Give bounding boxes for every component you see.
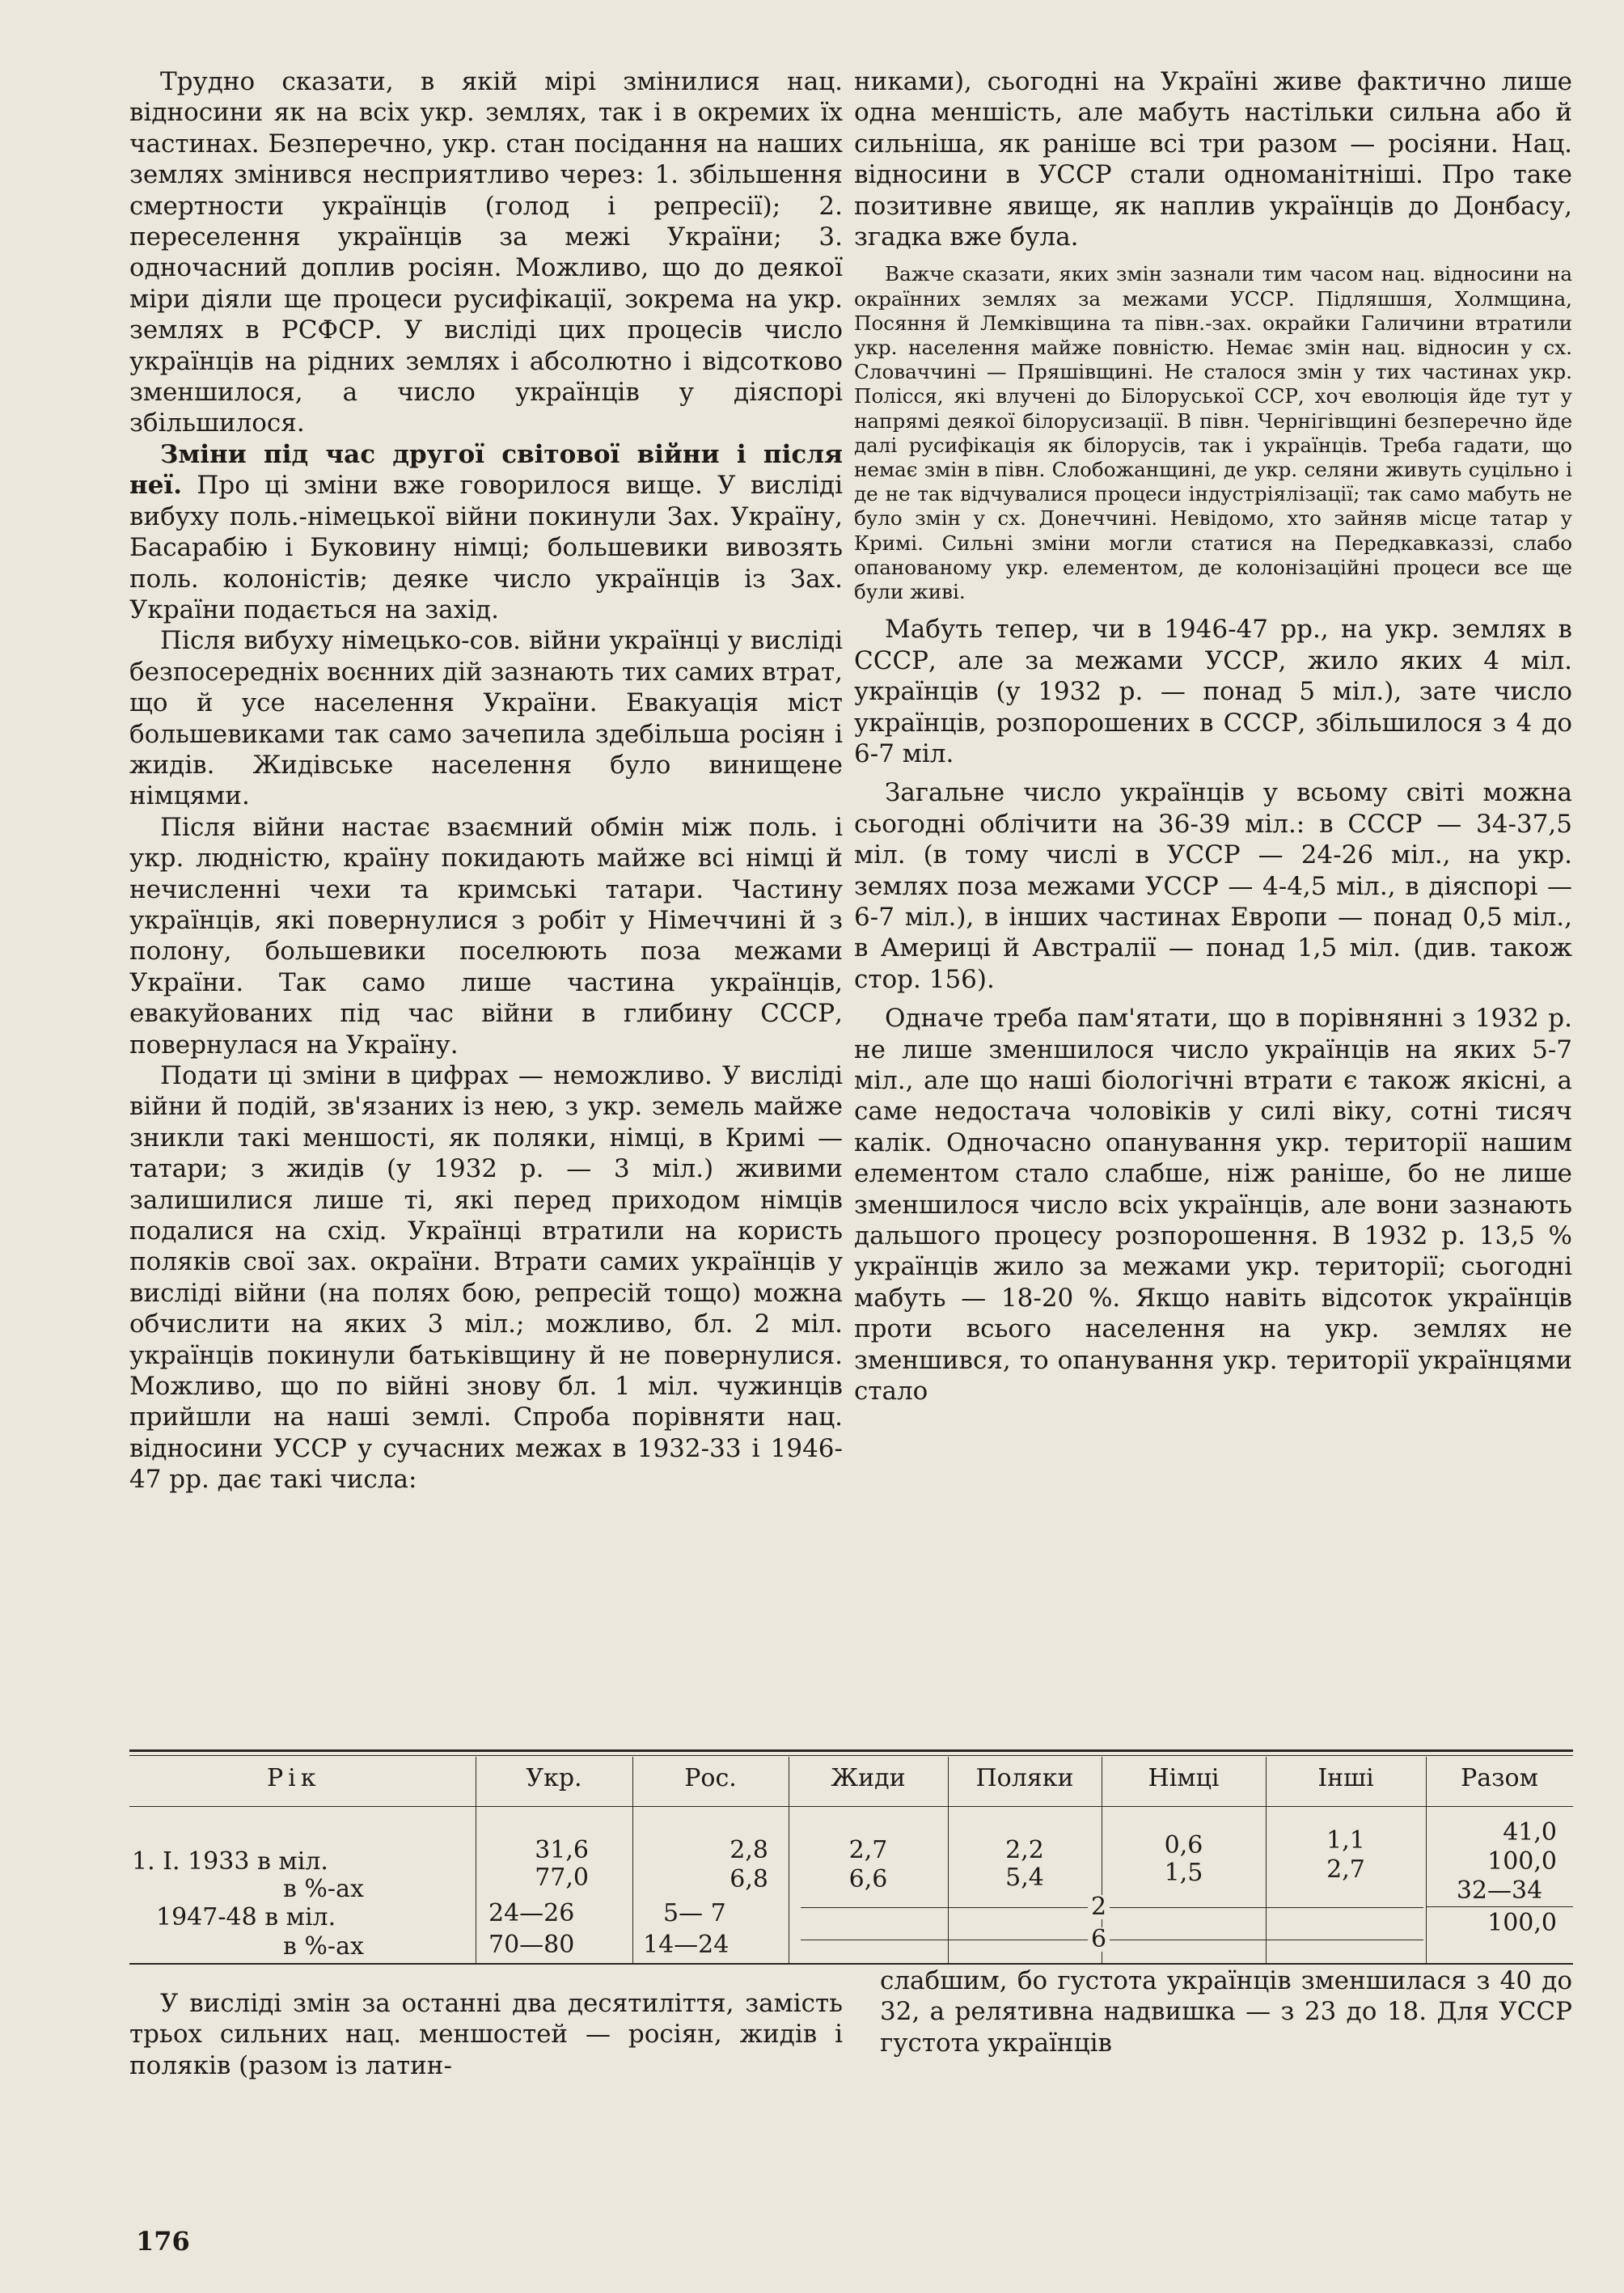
header-year: Рік xyxy=(267,1764,321,1792)
header-razom: Разом xyxy=(1461,1764,1538,1792)
row-label: в %-ах xyxy=(283,1875,364,1903)
cell-polyaky: 5,4 xyxy=(1005,1864,1044,1892)
paragraph: никами), сьогодні на Україні живе фактично лише одна меншість, але мабуть настільки сильна або й сильніша, як раніше всі три разом — росіяни. Нац. відносини в УССР стали одноманітніші. Про таке позитивне явище, як наплив українців до Донбасу, згадка вже була. xyxy=(854,67,1572,252)
paragraph: Подати ці зміни в цифрах — неможливо. У висліді війни й подій, зв'язаних із нею, з укр. земель майже зникли такі меншості, як поляки, німці, в Кримі — татари; з жидів (у 1932 р. — 3 міл.) живими залишилися лише ті, які перед приходом німців подалися на схід. Українці втратили на користь поляків свої зах. окраїни. Втрати самих українців у висліді війни (на полях бою, репресій тощо) можна обчислити на яких 3 міл.; можливо, бл. 2 міл. українців покинули батьківщину й не повернулися. Можливо, що по війні знову бл. 1 міл. чужинців прийшли на наші землі. Спроба порівняти нац. відносини УССР у сучасних межах в 1932-33 і 1946-47 рр. дає такі числа: xyxy=(129,1061,843,1495)
cell-inshi: 2,7 xyxy=(1326,1855,1365,1884)
right-column xyxy=(854,66,1572,1407)
cell-ukr: 24—26 xyxy=(488,1899,575,1927)
cell-razom: 41,0 xyxy=(1503,1818,1557,1847)
small-print-paragraph: Важче сказати, яких змін зазнали тим часом нац. відносини на окраїнних землях за межами УССР. Підляшшя, Холмщина, Посяння й Лемківщина та півн.-зах. окрайки Галичини втратили укр. населення майже повністю. Немає змін нац. відносин у сх. Словаччині — Пряшівщині. Не сталося змін у тих частинах укр. Полісся, які влучені до Білоруської ССР, хоч еволюція йде тут у напрямі деякої білорусизації. В півн. Чернігівщині безперечно йде далі русифікація як білорусів, так і українців. Треба гадати, що немає змін в півн. Слобожанщині, де укр. селяни живуть суцільно і де не так відчувалися процеси індустріялізації; так само мабуть не було змін у сх. Донеччині. Невідомо, хто зайняв місце татар у Кримі. Сильні зміни могли статися на Передкавказзі, слабо опанованому укр. елементом, де колонізаційні процеси все ще були живі. xyxy=(854,262,1572,604)
section-heading: Зміни під час другої світової війни і після неї. xyxy=(129,439,843,501)
cell-ukr: 77,0 xyxy=(535,1864,589,1892)
header-polyaky: Поляки xyxy=(975,1764,1074,1792)
cell-zhydy: 6,6 xyxy=(848,1865,888,1893)
left-column xyxy=(129,66,843,1496)
cell-ros: 6,8 xyxy=(730,1865,768,1893)
cell-razom: 100,0 xyxy=(1487,1847,1557,1876)
cell-zhydy: 2,7 xyxy=(848,1836,888,1864)
row-label: в %-ах xyxy=(283,1932,364,1961)
table-rule-bottom xyxy=(129,1963,1573,1965)
cell-ukr: 31,6 xyxy=(535,1836,589,1864)
cell-nimtsi: 0,6 xyxy=(1164,1831,1203,1859)
cell-nimtsi: 1,5 xyxy=(1164,1859,1203,1887)
paragraph: У висліді змін за останні два десятиліття, замість трьох сильних нац. меншостей — росіян, жидів і поляків (разом із латин- xyxy=(129,1989,843,2080)
cell-polyaky: 2,2 xyxy=(1005,1836,1044,1864)
cell-ros: 5— 7 xyxy=(663,1899,726,1927)
paragraph: слабшим, бо густота українців зменшилася з 40 до 32, а релятивна надвишка — з 23 до 18. Для УССР густота українців xyxy=(880,1966,1572,2058)
paragraph: Після війни настає взаємний обмін між поль. і укр. людністю, країну покидають майже всі німці й нечисленні чехи та кримські татари. Частину українців, які повернулися з робіт у Німеччині й з полону, большевики поселюють поза межами України. Так само лише частина українців, евакуйованих під час війни в глибину СССР, повернулася на Україну. xyxy=(129,812,843,1060)
merged-span-value: 6 xyxy=(1088,1927,1110,1952)
header-ukr: Укр. xyxy=(526,1764,582,1792)
merged-span-line xyxy=(801,1907,1423,1908)
paragraph-text: Про ці зміни вже говорилося вище. У висліді вибуху поль.-німецької війни покинули Зах. Україну, Басарабію і Буковину німці; большевики вивозять поль. колоністів; деяке число українців із Зах. України подається на захід. xyxy=(129,471,843,624)
cell-inshi: 1,1 xyxy=(1326,1826,1365,1855)
bottom-left-column xyxy=(129,1988,843,2081)
header-zhydy: Жиди xyxy=(831,1764,906,1792)
cell-ukr: 70—80 xyxy=(488,1931,575,1959)
cell-ros: 14—24 xyxy=(643,1931,730,1959)
page-number: 176 xyxy=(136,2226,190,2257)
table-rule-top xyxy=(129,1749,1573,1752)
paragraph: Загальне число українців у всьому світі можна сьогодні облічити на 36-39 міл.: в СССР — 34-37,5 міл. (в тому числі в УССР — 24-26 міл., на укр. землях поза межами УССР — 4-4,5 міл., в діяспорі — 6-7 міл.), в інших частинах Европи — понад 0,5 міл., в Америці й Австралії — понад 1,5 міл. (див. також стор. 156). xyxy=(854,778,1572,994)
paragraph: Трудно сказати, в якій мірі змінилися нац. відносини як на всіх укр. землях, так і в окремих їх частинах. Безперечно, укр. стан посідання на наших землях змінився несприятливо через: 1. збільшення смертности українців (голод і репресії); 2. переселення українців за межі України; 3. одночасний доплив росіян. Можливо, що до деякої міри діяли ще процеси русифікації, зокрема на укр. землях в РСФСР. У висліді цих процесів число українців на рідних землях і абсолютно і відсотково зменшилося, а число українців у діяспорі збільшилося. xyxy=(129,67,843,438)
cell-razom: 100,0 xyxy=(1487,1909,1557,1937)
paragraph: Після вибуху німецько-сов. війни українці у висліді безпосередніх воєнних дій зазнають тих самих втрат, що й усе населення України. Евакуація міст большевиками так само зачепила здебільша росіян і жидів. Жидівське населення було винищене німцями. xyxy=(129,626,843,811)
row-label: 1947-48 в міл. xyxy=(156,1903,336,1931)
table-rule-top-thin xyxy=(129,1755,1573,1756)
header-ros: Рос. xyxy=(684,1764,737,1792)
row-label: 1. I. 1933 в міл. xyxy=(132,1847,328,1876)
bottom-right-column xyxy=(880,1965,1572,2058)
merged-span-value: 2 xyxy=(1088,1895,1110,1919)
cell-ros: 2,8 xyxy=(730,1836,768,1864)
paragraph: Мабуть тепер, чи в 1946-47 рр., на укр. землях в СССР, але за межами УССР, жило яких 4 міл. українців (у 1932 р. — понад 5 міл.), зате число українців, розпорошених в СССР, збільшилося з 4 до 6-7 міл. xyxy=(854,615,1572,768)
paragraph xyxy=(129,439,843,625)
paragraph: Одначе треба пам'ятати, що в порівнянні з 1932 р. не лише зменшилося число українців на яких 5-7 міл., але що наші біологічні втрати є також якісні, а саме недостача чоловіків у силі віку, сотні тисяч калік. Одночасно опанування укр. території нашим елементом стало слабше, ніж раніше, бо не лише зменшилося число всіх українців, але вони зазнають дальшого процесу розпорошення. В 1932 р. 13,5 % українців жило за межами укр. території; сьогодні мабуть — 18-20 %. Якщо навіть відсоток українців проти всього населення на укр. землях не зменшився, то опанування укр. території українцями стало xyxy=(854,1004,1572,1407)
header-nimtsi: Німці xyxy=(1148,1764,1220,1792)
header-inshi: Інші xyxy=(1317,1764,1374,1792)
table-header-rule xyxy=(129,1806,1573,1807)
razom-divider xyxy=(1426,1906,1573,1907)
cell-razom: 32—34 xyxy=(1456,1876,1543,1905)
